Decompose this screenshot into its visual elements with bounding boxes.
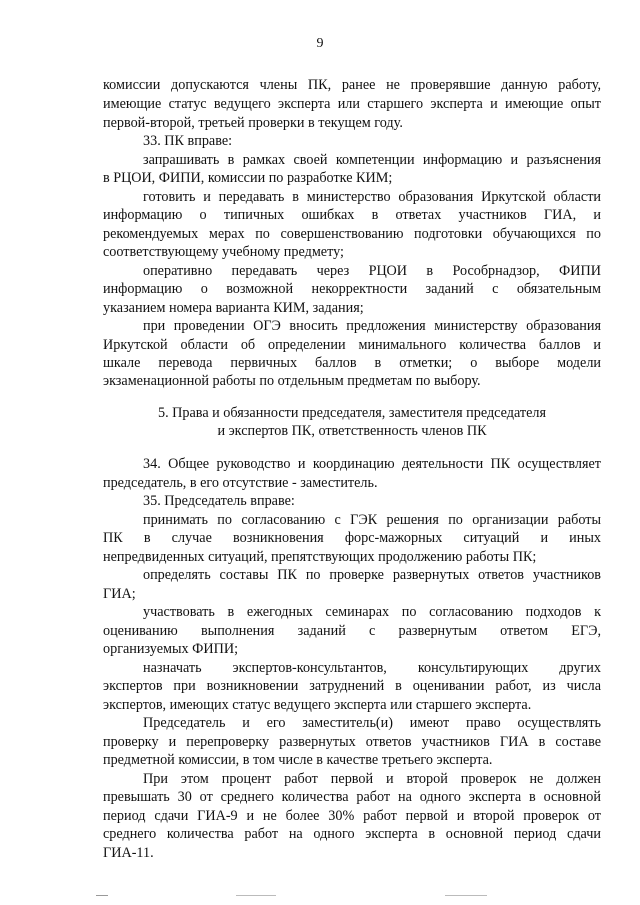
text-line: назначать экспертов-консультантов, консультирующих других xyxy=(143,660,601,676)
text-line: При этом процент работ первой и второй проверок не должен xyxy=(143,771,601,787)
text-line: Председатель и его заместитель(и) имеют право осуществлять xyxy=(143,715,601,731)
text-line: информацию о возможной некорректности заданий с обязательным xyxy=(103,281,601,297)
text-line: превышать 30 от среднего количества работ на одного эксперта в основной xyxy=(103,789,601,805)
text-line: предметной комиссии, в том числе в качестве третьего эксперта. xyxy=(103,752,493,768)
section-item-35: 35. Председатель вправе: xyxy=(143,493,295,509)
scan-mark xyxy=(236,895,276,896)
text-line: соответствующему учебному предмету; xyxy=(103,244,344,260)
section-item-33: 33. ПК вправе: xyxy=(143,133,233,149)
text-line: участвовать в ежегодных семинарах по согласованию подходов к xyxy=(143,604,601,620)
text-line: организуемых ФИПИ; xyxy=(103,641,239,657)
page-number: 9 xyxy=(316,36,324,51)
text-line: экзаменационной работы по отдельным предметам по выбору. xyxy=(103,373,481,389)
text-line: при проведении ОГЭ вносить предложения министерству образования xyxy=(143,318,601,334)
text-line: готовить и передавать в министерство образования Иркутской области xyxy=(143,189,601,205)
text-line: первой-второй, третьей проверки в текущем году. xyxy=(103,115,403,131)
text-line: в РЦОИ, ФИПИ, комиссии по разработке КИМ; xyxy=(103,170,393,186)
text-line: рекомендуемых мерах по совершенствованию подготовки обучающихся по xyxy=(103,226,601,242)
text-line: ГИА; xyxy=(103,586,136,602)
scan-mark xyxy=(96,895,108,896)
text-line: запрашивать в рамках своей компетенции информацию и разъяснения xyxy=(143,152,601,168)
text-line: имеющие статус ведущего эксперта или старшего эксперта и имеющие опыт xyxy=(103,96,601,112)
text-line: экспертов при возникновении затруднений в оценивании работ, из числа xyxy=(103,678,601,694)
text-line: период сдачи ГИА-9 и не более 30% работ первой и второй проверок от xyxy=(103,808,601,824)
section-heading: 5. Права и обязанности председателя, заместителя председателя xyxy=(157,405,547,421)
text-line: оперативно передавать через РЦОИ в Рособрнадзор, ФИПИ xyxy=(143,263,601,279)
section-item-34: 34. Общее руководство и координацию деятельности ПК осуществляет xyxy=(143,456,601,472)
text-line: среднего количества работ на одного эксперта в основной период сдачи xyxy=(103,826,601,842)
text-line: ПК в случае возникновения форс-мажорных ситуаций и иных xyxy=(103,530,601,546)
text-line: Иркутской области об определении минимального количества баллов и xyxy=(103,337,601,353)
text-line: шкале перевода первичных баллов в отметки; о выборе модели xyxy=(103,355,601,371)
text-line: непредвиденных ситуаций, препятствующих продолжению работы ПК; xyxy=(103,549,537,565)
text-line: принимать по согласованию с ГЭК решения по организации работы xyxy=(143,512,601,528)
scan-mark xyxy=(445,895,487,896)
text-line: председатель, в его отсутствие - заместитель. xyxy=(103,475,378,491)
section-heading: и экспертов ПК, ответственность членов ПК xyxy=(217,423,487,439)
text-line: комиссии допускаются члены ПК, ранее не проверявшие данную работу, xyxy=(103,77,601,93)
text-line: указанием номера варианта КИМ, задания; xyxy=(103,300,364,316)
text-line: ГИА-11. xyxy=(103,845,154,861)
text-line: экспертов, имеющих статус ведущего эксперта или старшего эксперта. xyxy=(103,697,532,713)
text-line: проверку и перепроверку развернутых ответов участников ГИА в составе xyxy=(103,734,601,750)
text-line: оцениванию выполнения заданий с развернутым ответом ЕГЭ, xyxy=(103,623,601,639)
text-line: определять составы ПК по проверке развернутых ответов участников xyxy=(143,567,601,583)
text-line: информацию о типичных ошибках в ответах участников ГИА, и xyxy=(103,207,601,223)
